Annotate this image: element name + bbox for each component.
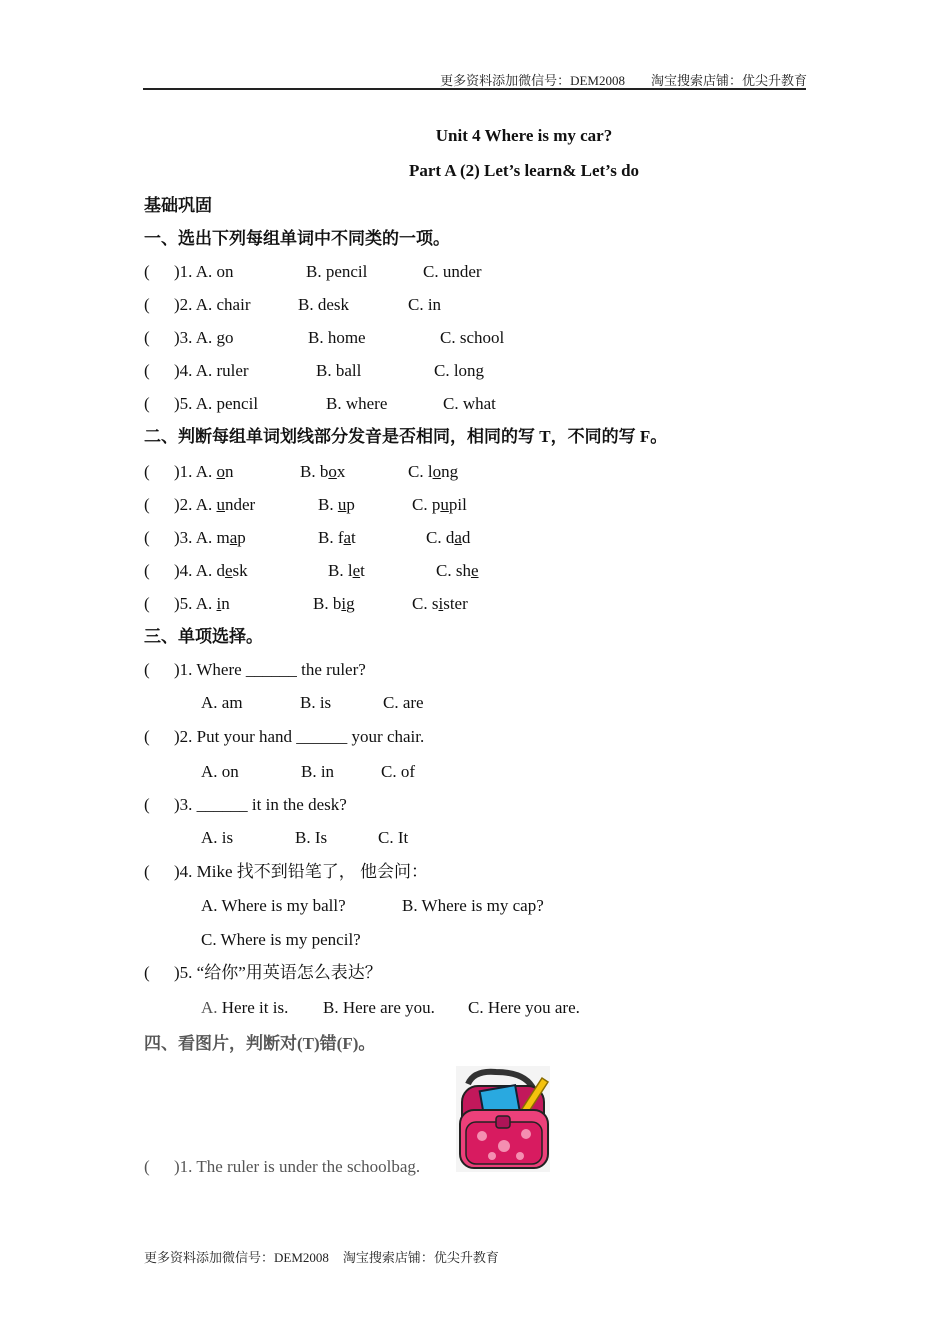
page-header (414, 70, 807, 89)
s3-question: ( )1. Where ______ the ruler? (144, 660, 366, 679)
footer-wechat: 更多资料添加微信号：DEM2008 (144, 1250, 329, 1265)
s2-item: ( )2. A. under B. up C. pupil (144, 495, 467, 514)
s3-question: ( )3. ______ it in the desk? (144, 795, 347, 814)
s2-item: ( )3. A. map B. fat C. dad (144, 528, 471, 547)
s3-options: A. am B. is C. are (201, 693, 424, 712)
s2-item: ( )1. A. on B. box C. long (144, 462, 459, 481)
unit-title: Unit 4 Where is my car? (435, 126, 613, 145)
s3-options: A. on B. in C. of (201, 762, 415, 781)
page-footer (144, 1247, 499, 1266)
section2-heading: 二、判断每组单词划线部分发音是否相同，相同的写 T，不同的写 F。 (144, 427, 668, 446)
part-title: Part A (2) Let’s learn& Let’s do (408, 161, 640, 180)
s3-options: C. Where is my pencil? (201, 930, 361, 949)
s1-item: ( )3. A. go B. home C. school (144, 328, 505, 347)
footer-shop: 淘宝搜索店铺：优尖升教育 (342, 1250, 499, 1265)
schoolbag-picture (456, 1066, 550, 1172)
section1-heading: 一、选出下列每组单词中不同类的一项。 (144, 229, 450, 248)
s3-options: A. is B. Is C. It (201, 828, 409, 847)
s2-item: ( )5. A. in B. big C. sister (144, 594, 468, 613)
header-wechat: 更多资料添加微信号：DEM2008 (440, 73, 625, 88)
basics-heading: 基础巩固 (144, 196, 212, 215)
s3-options: A. Here it is. B. Here are you. C. Here you are. (201, 998, 580, 1017)
section3-heading: 三、单项选择。 (144, 627, 263, 646)
s1-item: ( )4. A. ruler B. ball C. long (144, 361, 485, 380)
s3-question: ( )2. Put your hand ______ your chair. (144, 727, 425, 746)
s3-options: A. Where is my ball? B. Where is my cap? (201, 896, 544, 915)
section4-heading: 四、看图片，判断对(T)错(F)。 (144, 1034, 376, 1053)
s1-item: ( )2. A. chair B. desk C. in (144, 295, 442, 314)
s3-question: ( )5. “给你”用英语怎么表达？ (144, 963, 382, 982)
header-shop: 淘宝搜索店铺：优尖升教育 (650, 73, 807, 88)
s3-question: ( )4. Mike 找不到铅笔了， 他会问： (144, 862, 429, 881)
s1-item: ( )5. A. pencil B. where C. what (144, 394, 496, 413)
header-rule (143, 88, 806, 90)
s1-item: ( )1. A. on B. pencil C. under (144, 262, 482, 281)
s4-question: ( )1. The ruler is under the schoolbag. (144, 1157, 421, 1176)
s2-item: ( )4. A. desk B. let C. she (144, 561, 479, 580)
